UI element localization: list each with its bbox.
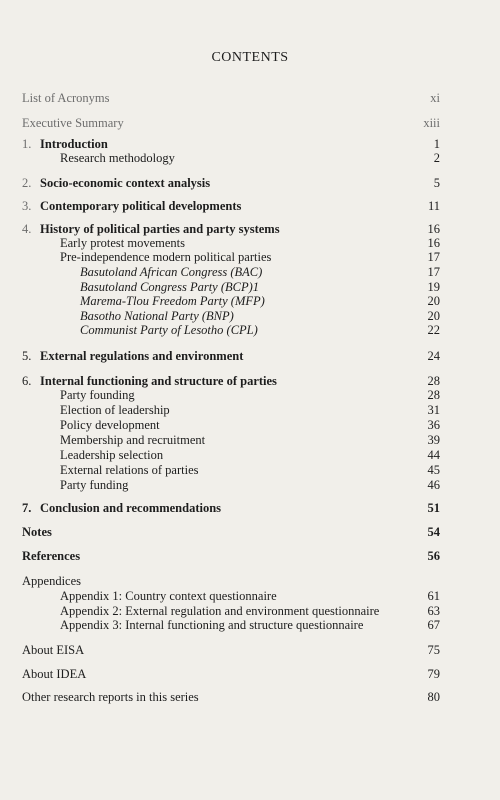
toc-entry-number: 7. — [22, 501, 32, 515]
toc-entry-label: Party founding — [60, 388, 135, 402]
toc-entry-page: 63 — [427, 604, 440, 618]
toc-entry-page: 46 — [427, 478, 440, 492]
toc-entry-number: 3. — [22, 199, 32, 213]
toc-entry-page: 56 — [427, 549, 440, 563]
toc-entry-label: Policy development — [60, 418, 160, 432]
toc-entry-label: Appendix 2: External regulation and environment questionnaire — [60, 604, 380, 618]
toc-entry-label: Appendix 3: Internal functioning and structure questionnaire — [60, 618, 364, 632]
toc-entry-label: Marema-Tlou Freedom Party (MFP) — [80, 294, 265, 308]
toc-entry-number: 1. — [22, 137, 32, 151]
toc-entry-label: About EISA — [22, 643, 85, 657]
toc-entry-page: 28 — [427, 374, 440, 388]
toc-entry-page: 28 — [427, 388, 440, 402]
toc-entry-number: 4. — [22, 222, 32, 236]
toc-entry-page: 24 — [427, 349, 440, 363]
toc-entry-label: Research methodology — [60, 151, 175, 165]
toc-entry-label: Pre-independence modern political parties — [60, 250, 272, 264]
toc-entry-page: 31 — [427, 403, 440, 417]
toc-entry-label: External regulations and environment — [40, 349, 244, 363]
toc-entry-page: 22 — [427, 323, 440, 337]
toc-entry-page: 67 — [427, 618, 440, 632]
toc-entry-page: 54 — [427, 525, 440, 539]
toc-entry-page: 80 — [427, 690, 440, 704]
toc-entry-page: 39 — [427, 433, 440, 447]
toc-entry-label: Membership and recruitment — [60, 433, 206, 447]
toc-entry-label: External relations of parties — [60, 463, 199, 477]
toc-entry-label: Notes — [22, 525, 52, 539]
toc-entry-page: 16 — [427, 236, 440, 250]
toc-entry-number: 5. — [22, 349, 32, 363]
toc-entry-label: Appendices — [22, 574, 82, 588]
toc-entry-page: 79 — [427, 667, 440, 681]
toc-entry-page: 44 — [427, 448, 440, 462]
toc-entry-page: 16 — [427, 222, 440, 236]
contents-heading: CONTENTS — [211, 50, 289, 65]
toc-entry-label: Party funding — [60, 478, 129, 492]
toc-entry-page: 11 — [427, 199, 440, 213]
toc-entry-page: 2 — [433, 151, 440, 165]
toc-entry-page: 1 — [433, 137, 440, 151]
toc-entry-label: Early protest movements — [60, 236, 185, 250]
toc-entry-number: 2. — [22, 176, 32, 190]
toc-entry-label: Appendix 1: Country context questionnaire — [60, 589, 277, 603]
toc-entry-page: 61 — [427, 589, 440, 603]
toc-entry-label: Contemporary political developments — [40, 199, 242, 213]
toc-entry-label: Election of leadership — [60, 403, 170, 417]
toc-entry-label: Leadership selection — [60, 448, 164, 462]
toc-entry-number: 6. — [22, 374, 32, 388]
toc-entry-label: List of Acronyms — [22, 91, 110, 105]
toc-entry-page: 45 — [427, 463, 440, 477]
toc-entry-page: 20 — [427, 294, 440, 308]
toc-entry-page: 17 — [427, 250, 440, 264]
toc-entry-label: Basutoland African Congress (BAC) — [80, 265, 263, 279]
toc-entry-label: Executive Summary — [22, 116, 124, 130]
toc-entry-page: 17 — [427, 265, 440, 279]
toc-entry-label: Conclusion and recommendations — [40, 501, 222, 515]
toc-entry-page: 51 — [427, 501, 440, 515]
toc-entry-label: Basotho National Party (BNP) — [80, 309, 234, 323]
toc-entry-label: Introduction — [40, 137, 108, 151]
toc-entry-label: About IDEA — [22, 667, 87, 681]
toc-entry-page: 20 — [427, 309, 440, 323]
toc-entry-label: Internal functioning and structure of parties — [40, 374, 277, 388]
toc-entry-page: 75 — [427, 643, 440, 657]
toc-entry-label: Communist Party of Lesotho (CPL) — [80, 323, 258, 337]
toc-entry-page: xi — [430, 91, 440, 105]
toc-entry-label: Basutoland Congress Party (BCP)1 — [80, 280, 260, 294]
toc-entry-label: Socio-economic context analysis — [40, 176, 211, 190]
toc-entry-page: 19 — [427, 280, 440, 294]
toc-entry-label: History of political parties and party systems — [40, 222, 280, 236]
toc-entry-label: Other research reports in this series — [22, 690, 199, 704]
toc-entry-label: References — [22, 549, 81, 563]
toc-entry-page: xiii — [423, 116, 440, 130]
toc-entry-page: 5 — [433, 176, 440, 190]
toc-entry-page: 36 — [427, 418, 440, 432]
